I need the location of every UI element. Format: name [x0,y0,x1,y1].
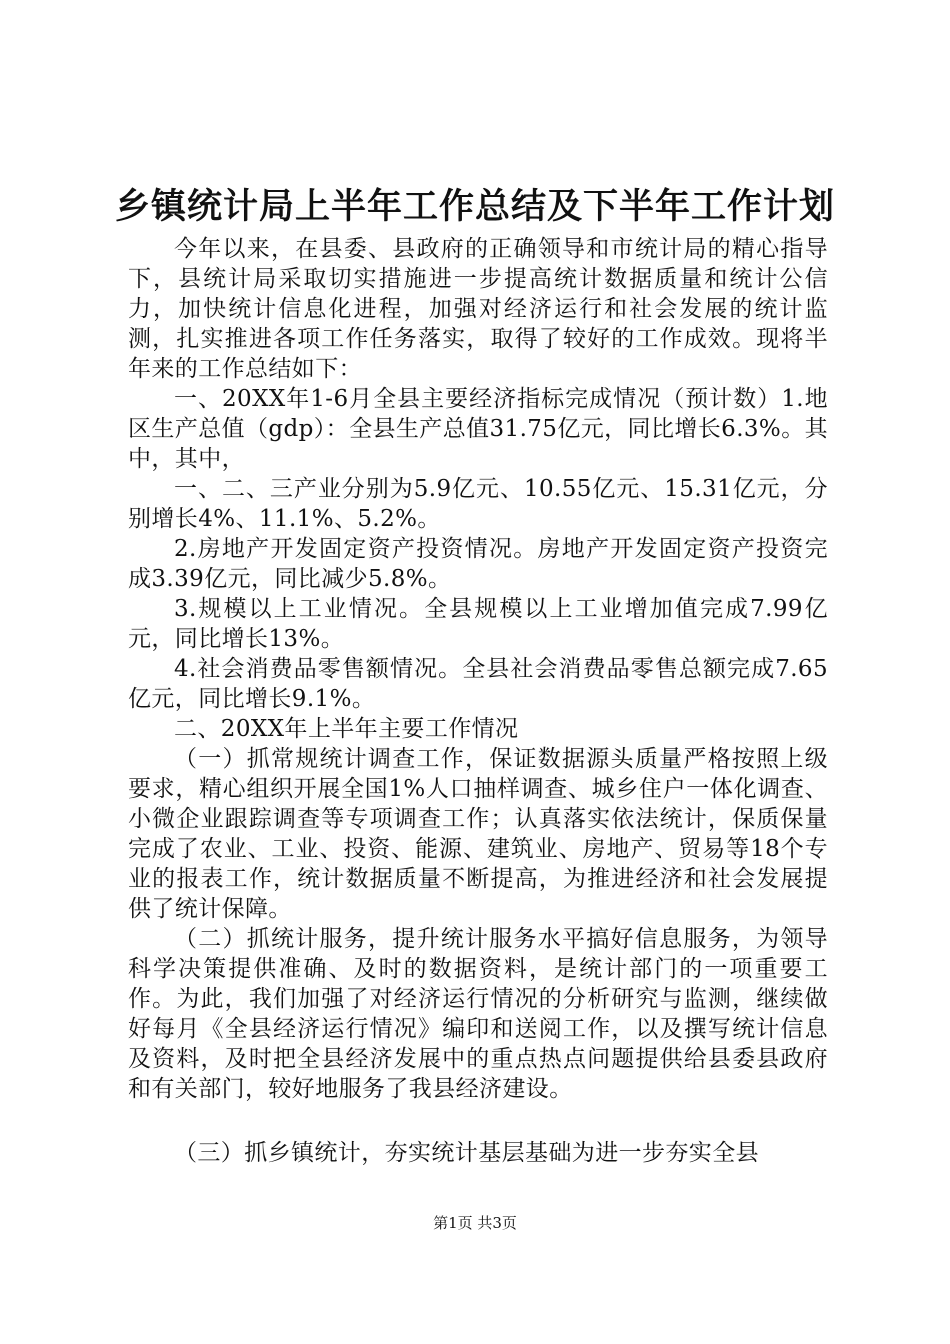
paragraph-township-statistics: （三）抓乡镇统计，夯实统计基层基础为进一步夯实全县 [174,1140,759,1166]
document-body [128,234,828,1168]
paragraph-intro: 今年以来，在县委、县政府的正确领导和市统计局的精心指导下，县统计局采取切实措施进一步提高统计数据质量和统计公信力，加快统计信息化进程，加强对经济运行和社会发展的统计监测，扎实推进各项工作任务落实，取得了较好的工作成效。现将半年来的工作总结如下： [128,236,828,382]
document-title: 乡镇统计局上半年工作总结及下半年工作计划 [114,187,835,227]
paragraph-section-1-gdp: 一、20XX年1-6月全县主要经济指标完成情况（预计数）1.地区生产总值（gdp）：全县生产总值31.75亿元，同比增长6.3%。其中，其中， [128,386,828,472]
paragraph-real-estate: 2.房地产开发固定资产投资情况。房地产开发固定资产投资完成3.39亿元，同比减少5.8%。 [128,536,828,592]
paragraph-statistics-service: （二）抓统计服务，提升统计服务水平搞好信息服务，为领导科学决策提供准确、及时的数据资料，是统计部门的一项重要工作。为此，我们加强了对经济运行情况的分析研究与监测，继续做好每月《全县经济运行情况》编印和送阅工作，以及撰写统计信息及资料，及时把全县经济发展中的重点热点问题提供给县委县政府和有关部门，较好地服务了我县经济建设。 [128,926,828,1102]
section-heading-2: 二、20XX年上半年主要工作情况 [174,716,519,742]
paragraph-industries: 一、二、三产业分别为5.9亿元、10.55亿元、15.31亿元，分别增长4%、11.1%、5.2%。 [128,476,828,532]
paragraph-retail: 4.社会消费品零售额情况。全县社会消费品零售总额完成7.65亿元，同比增长9.1%。 [128,656,828,712]
page-number-footer: 第1页 共3页 [433,1214,517,1232]
paragraph-survey-work: （一）抓常规统计调查工作，保证数据源头质量严格按照上级要求，精心组织开展全国1%人口抽样调查、城乡住户一体化调查、小微企业跟踪调查等专项调查工作；认真落实依法统计，保质保量完成了农业、工业、投资、能源、建筑业、房地产、贸易等18个专业的报表工作，统计数据质量不断提高，为推进经济和社会发展提供了统计保障。 [128,746,828,922]
paragraph-industry: 3.规模以上工业情况。全县规模以上工业增加值完成7.99亿元，同比增长13%。 [128,596,828,652]
